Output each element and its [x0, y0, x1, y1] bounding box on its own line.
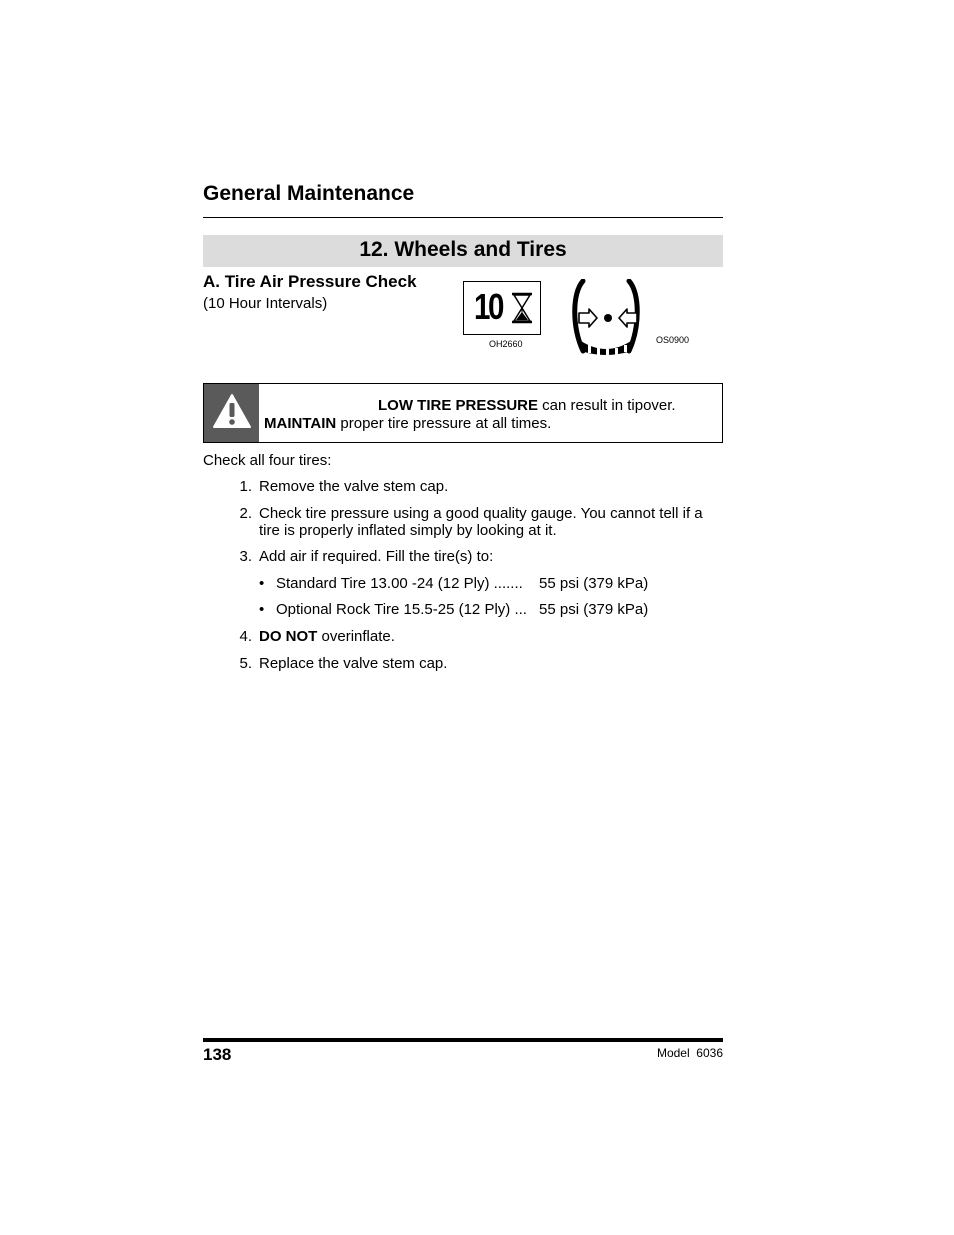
- step-text: Remove the valve stem cap.: [259, 478, 449, 495]
- hourglass-icon: [510, 292, 534, 324]
- section-title: 12. Wheels and Tires: [359, 238, 567, 261]
- tire-spec-label: Optional Rock Tire 15.5-25 (12 Ply) ...: [276, 601, 527, 618]
- step-text: Replace the valve stem cap.: [259, 655, 448, 672]
- step-number: 3.: [239, 548, 252, 565]
- warning-triangle-icon: [212, 393, 252, 429]
- chapter-rule: [203, 217, 723, 218]
- bullet: •: [259, 601, 265, 618]
- warning-line-1: LOW TIRE PRESSURE can result in tipover.: [378, 397, 676, 414]
- step-text: Add air if required. Fill the tire(s) to:: [259, 548, 494, 565]
- chapter-title: General Maintenance: [203, 182, 415, 205]
- step-text: Check tire pressure using a good quality gauge. You cannot tell if a: [259, 505, 703, 522]
- step-number: 2.: [239, 505, 252, 522]
- subsection-title: A. Tire Air Pressure Check: [203, 272, 417, 291]
- footer-rule: [203, 1038, 723, 1042]
- intro-text: Check all four tires:: [203, 452, 332, 469]
- step-text: tire is properly inflated simply by looking at it.: [259, 522, 557, 539]
- page-number: 138: [203, 1045, 232, 1064]
- step-number: 1.: [239, 478, 252, 495]
- step-number: 4.: [239, 628, 252, 645]
- tire-spec-value: 55 psi (379 kPa): [539, 575, 649, 592]
- step-number: 5.: [239, 655, 252, 672]
- bullet: •: [259, 575, 265, 592]
- hour-number: 10: [474, 286, 502, 327]
- step-text: DO NOT overinflate.: [259, 628, 395, 645]
- tire-pressure-icon: [569, 279, 649, 357]
- tire-spec-value: 55 psi (379 kPa): [539, 601, 649, 618]
- warning-line-2: MAINTAIN proper tire pressure at all times.: [264, 415, 552, 432]
- hour-icon-code: OH2660: [489, 339, 523, 349]
- tire-icon-code: OS0900: [656, 335, 690, 345]
- model-label: Model 6036: [656, 1046, 723, 1060]
- interval-note: (10 Hour Intervals): [203, 295, 328, 312]
- tire-spec-label: Standard Tire 13.00 -24 (12 Ply) .......: [276, 575, 523, 592]
